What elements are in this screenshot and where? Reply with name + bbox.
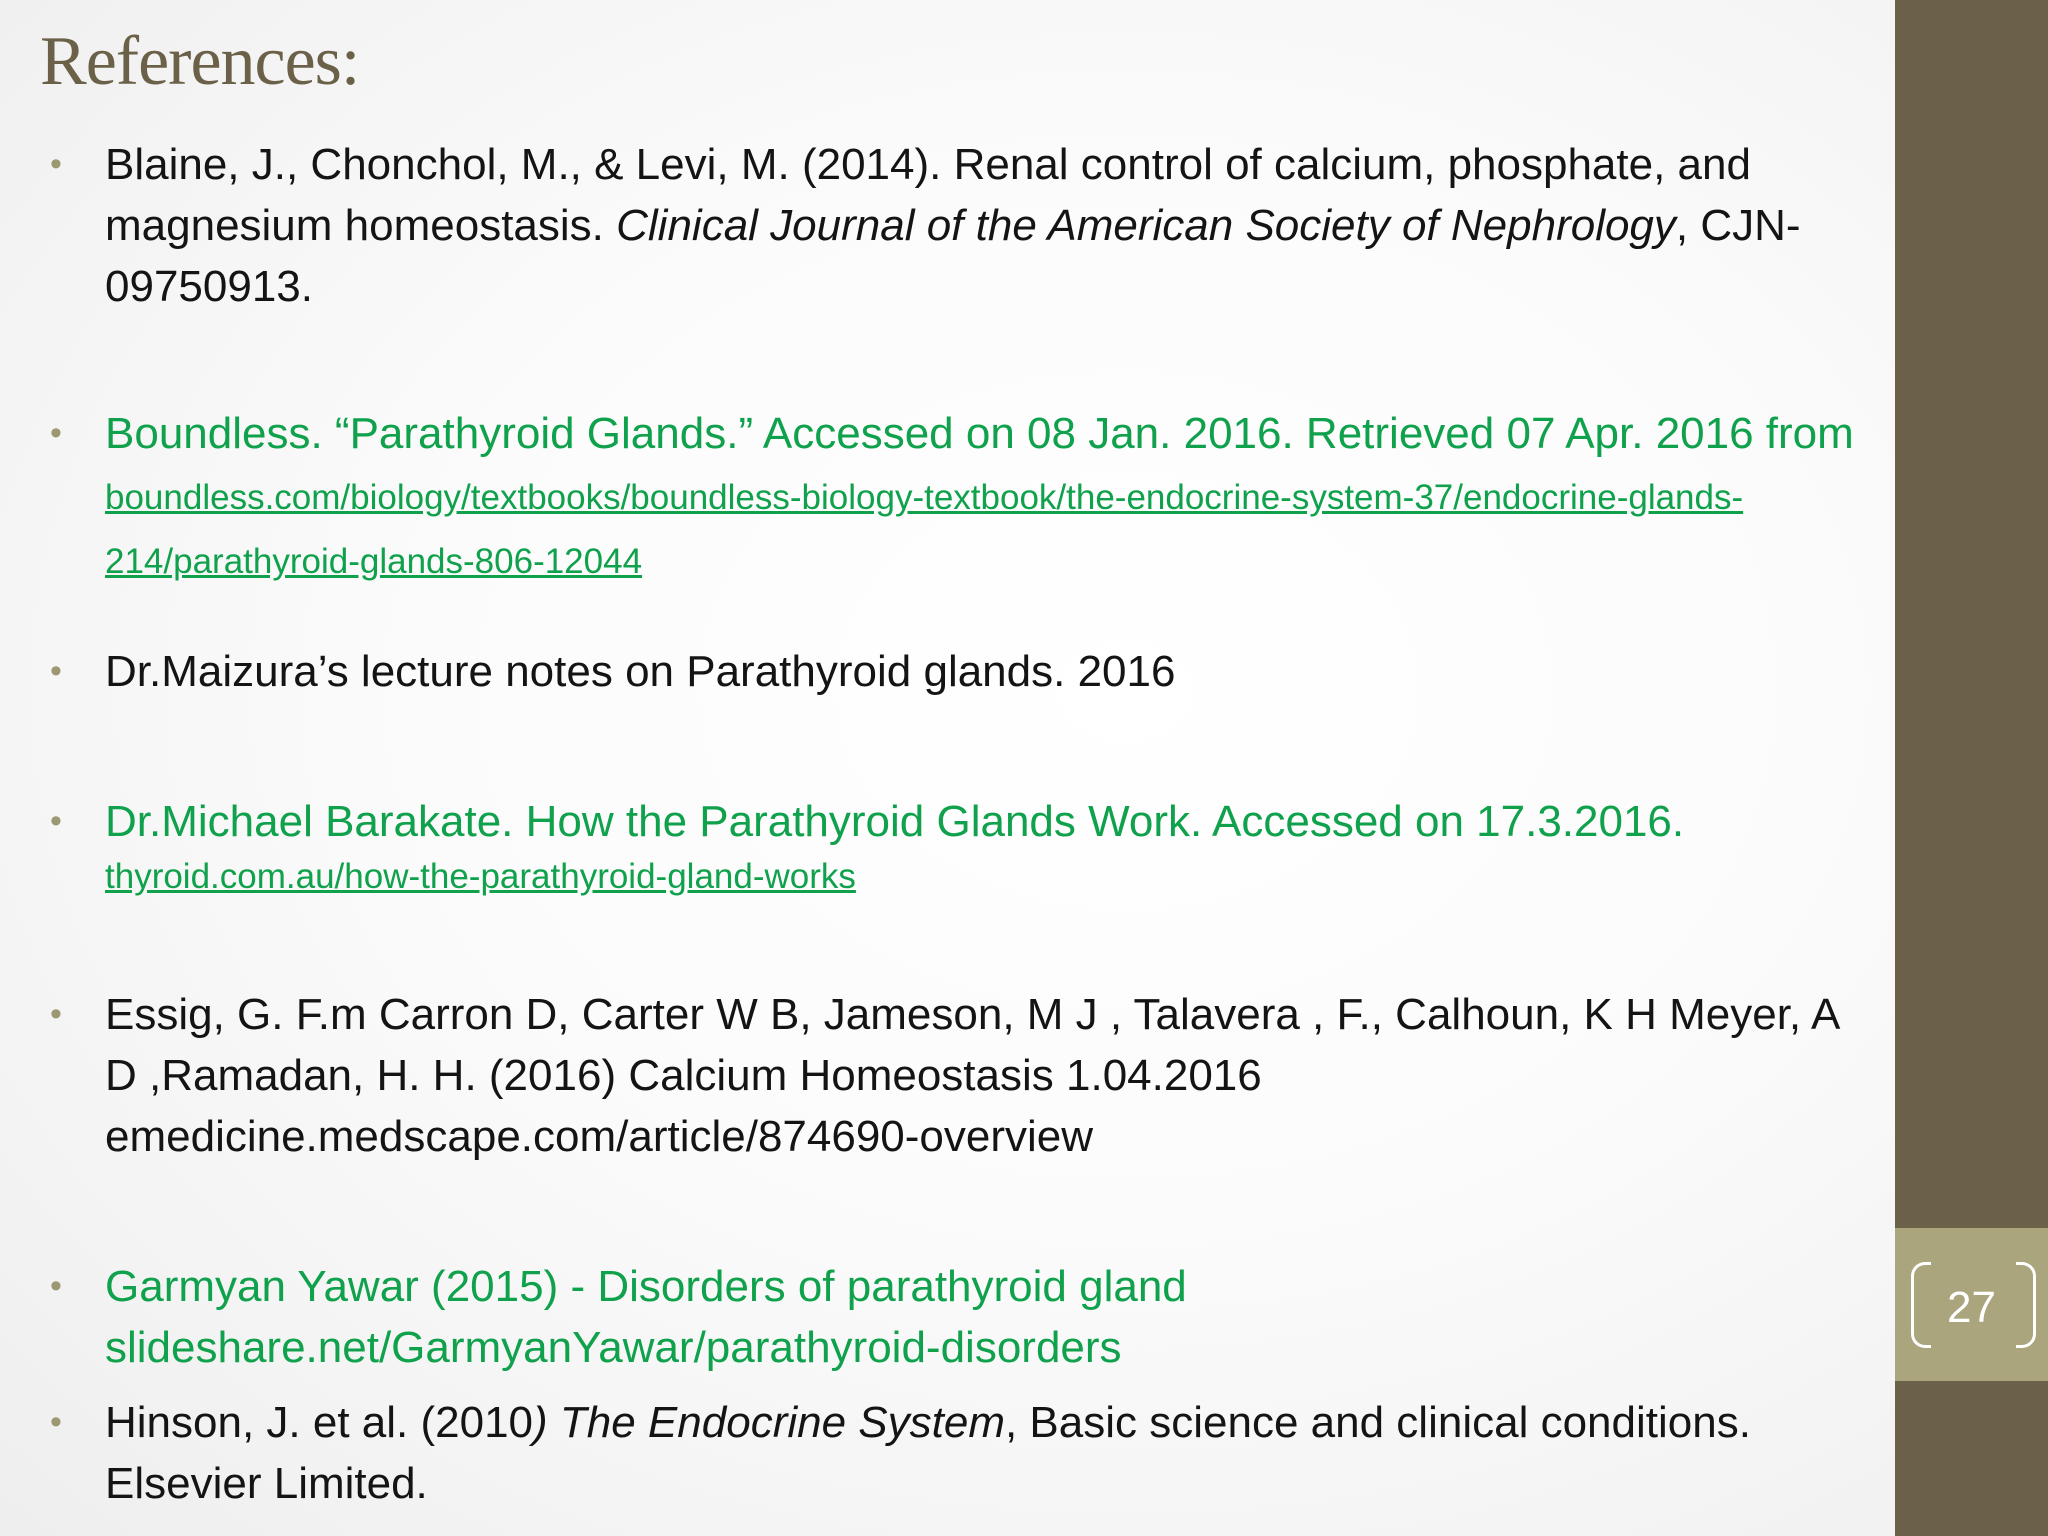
bullet-icon: • <box>50 802 62 840</box>
reference-text-part: , CJN-09750913. <box>105 201 1801 311</box>
reference-text <box>105 1392 1880 1514</box>
reference-item <box>50 1392 1880 1514</box>
reference-text <box>105 134 1880 317</box>
reference-text-part: Hinson, J. et al. (2010 <box>105 1398 534 1447</box>
reference-text: Garmyan Yawar (2015) - Disorders of parathyroid gland slideshare.net/GarmyanYawar/parathyroid-disorders <box>105 1262 1187 1372</box>
reference-text-part: Boundless. “Parathyroid Glands.” Accessed on 08 Jan. 2016. Retrieved 07 Apr. 2016 from <box>105 409 1854 458</box>
reference-link[interactable]: boundless.com/biology/textbooks/boundless-biology-textbook/the-endocrine-system-37/endocrine-glands-214/parathyroid-glands-806-12044 <box>105 478 1744 581</box>
slide-title: References: <box>40 23 360 100</box>
reference-item <box>50 984 1880 1167</box>
reference-item <box>50 403 1880 592</box>
reference-text-part: Dr.Michael Barakate. How the Parathyroid Glands Work. Accessed on 17.3.2016. <box>105 797 1685 846</box>
bullet-icon: • <box>50 995 62 1033</box>
right-bracket-icon <box>2016 1262 2036 1348</box>
reference-text-part: Blaine, J., Chonchol, M., & Levi, M. (2014). Renal control of calcium, phosphate, and magnesium homeostasis. <box>105 140 1751 250</box>
page-number: 27 <box>1947 1283 1996 1332</box>
reference-text: Dr.Maizura’s lecture notes on Parathyroid glands. 2016 <box>105 647 1176 696</box>
reference-link[interactable]: thyroid.com.au/how-the-parathyroid-gland-works <box>105 857 856 896</box>
reference-text-part: , Basic science and clinical conditions. Elsevier Limited. <box>105 1398 1751 1508</box>
journal-title: Clinical Journal of the American Society of Nephrology <box>616 201 1676 250</box>
bullet-icon: • <box>50 145 62 183</box>
bullet-icon: • <box>50 652 62 690</box>
reference-item <box>50 791 1880 902</box>
bullet-icon: • <box>50 1267 62 1305</box>
bullet-icon: • <box>50 414 62 452</box>
bullet-icon: • <box>50 1403 62 1441</box>
book-title: ) The Endocrine System <box>533 1398 1005 1447</box>
reference-text <box>105 791 1880 902</box>
reference-text <box>105 403 1880 592</box>
page-number-box <box>1895 1228 2048 1381</box>
reference-text: Essig, G. F.m Carron D, Carter W B, Jameson, M J , Talavera , F., Calhoun, K H Meyer, A D ,Ramadan, H. H. (2016) Calcium Homeostasis 1.04.2016 emedicine.medscape.com/article/874690-overview <box>105 990 1838 1161</box>
reference-item <box>50 1256 1350 1378</box>
reference-item <box>50 134 1880 317</box>
reference-item <box>50 641 1880 702</box>
